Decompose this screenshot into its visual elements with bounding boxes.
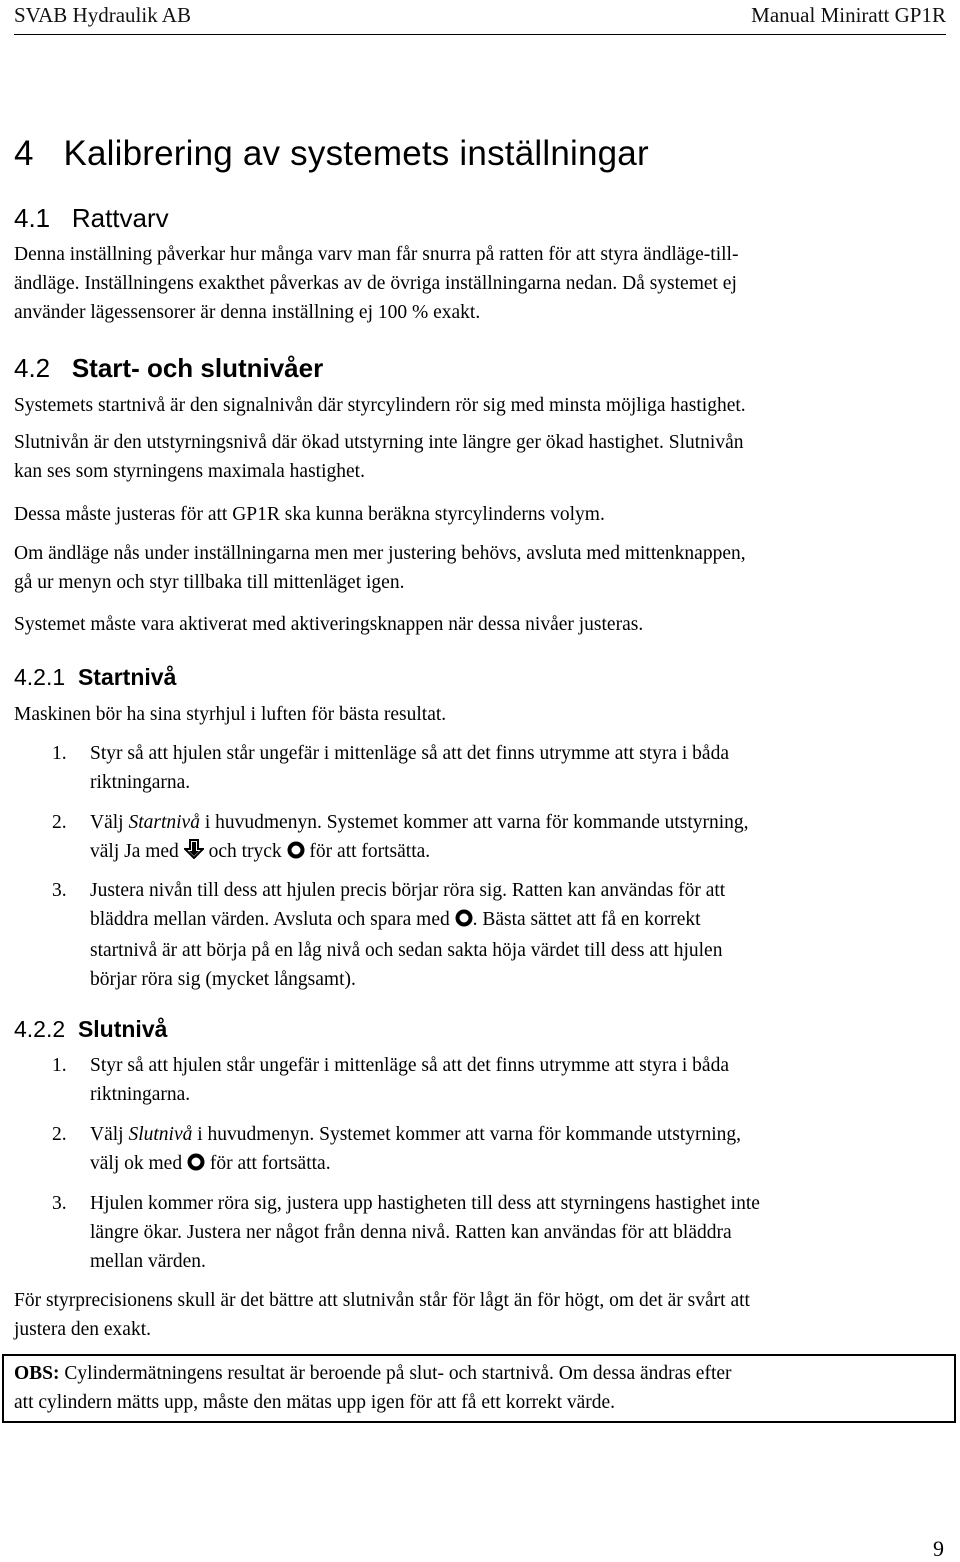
center-button-icon: [187, 1151, 205, 1180]
header-company: SVAB Hydraulik AB: [14, 3, 191, 27]
menu-item-name: Slutnivå: [128, 1124, 193, 1145]
text-line: För styrprecisionens skull är det bättre att slutnivån står för lågt än för högt, om det är svårt att: [14, 1290, 750, 1311]
section-4-number: 4: [14, 134, 34, 173]
section-4-2-p2: [14, 428, 946, 486]
text-line: att cylindern mätts upp, måste den mätas upp igen för att få ett korrekt värde.: [14, 1392, 616, 1413]
section-4-1-title: Rattvarv: [71, 203, 169, 233]
text-line: riktningarna.: [90, 1084, 191, 1105]
list-item: [14, 808, 946, 868]
text-line: startnivå är att börja på en låg nivå och sedan sakta höja värdet till dess att hjulen: [90, 940, 723, 961]
text-line: riktningarna.: [90, 772, 191, 793]
text-line: Denna inställning påverkar hur många varv man får snurra på ratten för att styra ändläge-till-: [14, 244, 739, 265]
text-line: längre ökar. Justera ner något från denna nivå. Ratten kan användas för att bläddra: [90, 1222, 732, 1243]
list-item: [14, 876, 946, 994]
text-line: [90, 1120, 946, 1149]
text-line: börjar röra sig (mycket långsamt).: [90, 969, 356, 990]
list-item: [14, 1120, 946, 1180]
section-4-1-number: 4.1: [14, 203, 51, 233]
section-4-2-heading: [14, 353, 323, 384]
text-span: Välj: [90, 812, 129, 833]
text-span: bläddra mellan värden. Avsluta och spara med: [90, 909, 455, 930]
list-number: 1.: [52, 743, 67, 764]
section-4-2-1-number: 4.2.1: [14, 664, 66, 690]
text-span: välj Ja med: [90, 841, 184, 862]
text-line: Justera nivån till dess att hjulen precis börjar röra sig. Ratten kan användas för att: [90, 880, 726, 901]
section-4-title: Kalibrering av systemets inställningar: [63, 134, 649, 173]
text-line: [90, 808, 946, 837]
text-line: [90, 905, 946, 936]
list-item: [14, 739, 946, 797]
list-number: 2.: [52, 1124, 67, 1145]
text-line: justera den exakt.: [14, 1319, 151, 1340]
text-line: [90, 837, 946, 868]
text-line: Styr så att hjulen står ungefär i mittenläge så att det finns utrymme att styra i båda: [90, 1055, 729, 1076]
text-span: för att fortsätta.: [304, 841, 431, 862]
text-span: Cylindermätningens resultat är beroende på slut- och startnivå. Om dessa ändras efter: [59, 1363, 732, 1384]
text-span: Välj: [90, 1124, 129, 1145]
menu-item-name: Startnivå: [128, 812, 200, 833]
section-4-2-1-heading: [14, 664, 176, 691]
list-item: [14, 1051, 946, 1109]
text-span: i huvudmenyn. Systemet kommer att varna för kommande utstyrning,: [199, 812, 749, 833]
section-4-2-1-intro: Maskinen bör ha sina styrhjul i luften för bästa resultat.: [14, 704, 447, 725]
section-4-2-p1: Systemets startnivå är den signalnivån där styrcylindern rör sig med minsta möjliga hastighet.: [14, 395, 746, 416]
text-span: i huvudmenyn. Systemet kommer att varna för kommande utstyrning,: [192, 1124, 741, 1145]
text-line: ändläge. Inställningens exakthet påverkas av de övriga inställningarna nedan. Då systemet ej: [14, 273, 737, 294]
list-number: 3.: [52, 1193, 67, 1214]
section-4-2-2-title: Slutnivå: [77, 1016, 168, 1042]
section-4-2-p5: Systemet måste vara aktiverat med aktiveringsknappen när dessa nivåer justeras.: [14, 614, 644, 635]
note-box: [2, 1354, 956, 1423]
section-4-2-number: 4.2: [14, 353, 51, 383]
list-number: 2.: [52, 812, 67, 833]
header-manual-title: Manual Miniratt GP1R: [751, 3, 946, 27]
note-label: OBS:: [14, 1363, 60, 1384]
section-4-2-2-closing-paragraph: [14, 1286, 946, 1344]
section-4-1-heading: [14, 203, 169, 234]
text-line: [14, 1359, 944, 1388]
text-span: . Bästa sättet att få en korrekt: [472, 909, 701, 930]
list-item: [14, 1189, 946, 1276]
section-4-2-2-heading: [14, 1016, 167, 1043]
text-line: gå ur menyn och styr tillbaka till mittenläget igen.: [14, 572, 405, 593]
section-4-2-p4: [14, 539, 946, 597]
section-4-2-2-number: 4.2.2: [14, 1016, 66, 1042]
page-number: 9: [933, 1536, 944, 1561]
text-line: Styr så att hjulen står ungefär i mittenläge så att det finns utrymme att styra i båda: [90, 743, 729, 764]
text-line: Slutnivån är den utstyrningsnivå där ökad utstyrning inte längre ger ökad hastighet. Slutnivån: [14, 432, 744, 453]
text-span: för att fortsätta.: [204, 1153, 331, 1174]
text-line: Om ändläge nås under inställningarna men mer justering behövs, avsluta med mittenknappen,: [14, 543, 746, 564]
text-line: [90, 1149, 946, 1180]
text-span: och tryck: [203, 841, 287, 862]
section-4-2-p3: Dessa måste justeras för att GP1R ska kunna beräkna styrcylinderns volym.: [14, 504, 605, 525]
section-4-2-1-title: Startnivå: [77, 664, 177, 690]
header-rule: [14, 34, 946, 35]
center-button-icon: [455, 907, 473, 936]
text-span: välj ok med: [90, 1153, 187, 1174]
text-line: Hjulen kommer röra sig, justera upp hastigheten till dess att styrningens hastighet inte: [90, 1193, 760, 1214]
text-line: använder lägessensorer är denna inställning ej 100 % exakt.: [14, 302, 481, 323]
down-arrow-icon: [184, 839, 204, 868]
page-header: [14, 0, 946, 28]
list-number: 1.: [52, 1055, 67, 1076]
section-4-2-title: Start- och slutnivåer: [71, 353, 324, 383]
section-4-1-paragraph: [14, 240, 946, 327]
center-button-icon: [287, 839, 305, 868]
section-4-heading: [14, 134, 649, 174]
text-line: kan ses som styrningens maximala hastighet.: [14, 461, 365, 482]
text-line: mellan värden.: [90, 1251, 206, 1272]
list-number: 3.: [52, 880, 67, 901]
